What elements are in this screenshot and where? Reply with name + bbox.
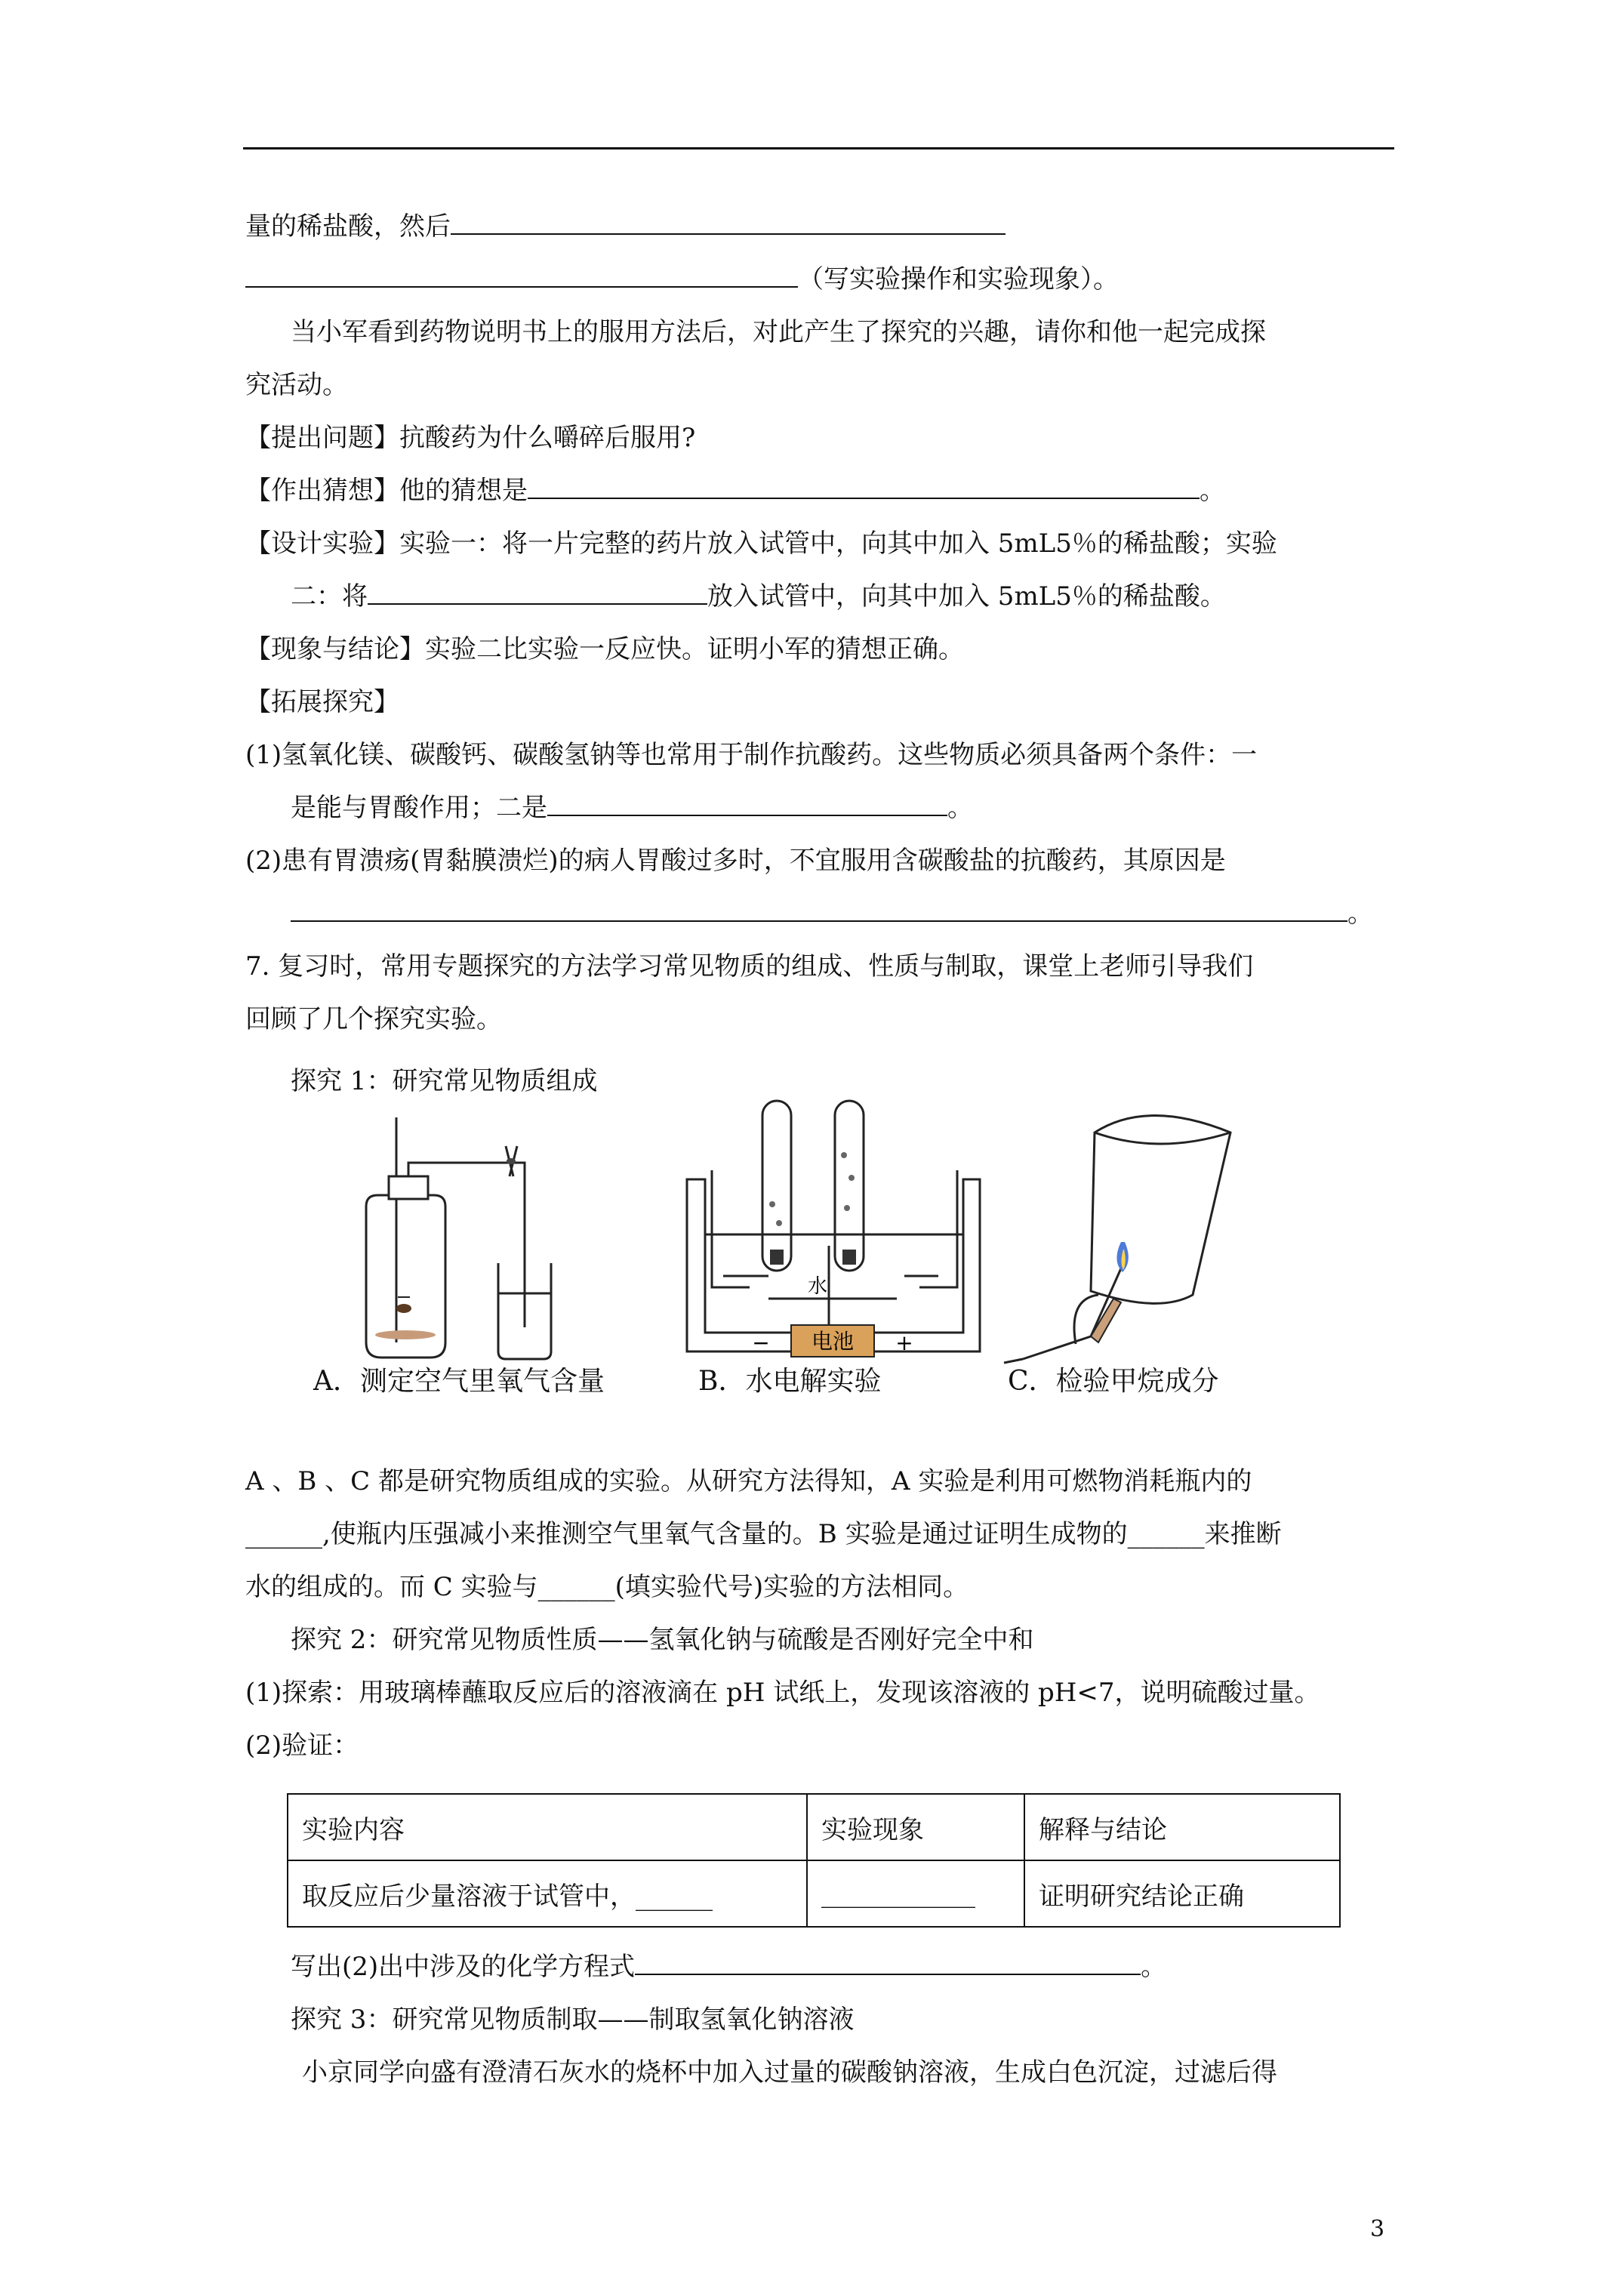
text-line: 是能与胃酸作用；二是 。 (291, 793, 973, 823)
text-line: 【拓展探究】 (245, 687, 399, 717)
answer-blank (245, 264, 798, 288)
text-line: 小京同学向盛有澄清石灰水的烧杯中加入过量的碳酸钠溶液，生成白色沉淀，过滤后得 (302, 2057, 1277, 2088)
text-line: ______,使瓶内压强减小来推测空气里氧气含量的。B 实验是通过证明生成物的______来推断 (245, 1519, 1282, 1549)
text-line: 写出(2)出中涉及的化学方程式 。 (291, 1952, 1167, 1982)
experiment-table (287, 1793, 1341, 1928)
answer-blank (528, 475, 1200, 499)
answer-blank (291, 898, 1347, 922)
figure-c-caption: C．检验甲烷成分 (1008, 1366, 1219, 1397)
figure-b-caption: B．水电解实验 (698, 1366, 882, 1397)
text-line: 量的稀盐酸，然后 (245, 210, 1006, 243)
battery-label: 电池 (811, 1329, 855, 1354)
text-line: 【提出问题】抗酸药为什么嚼碎后服用? (245, 423, 696, 453)
answer-blank (368, 581, 707, 605)
text-line: 探究 1：研究常见物质组成 (291, 1066, 598, 1096)
table-cell: ____________ (807, 1860, 1024, 1927)
text-line: (1)探索：用玻璃棒蘸取反应后的溶液滴在 pH 试纸上，发现该溶液的 pH<7，说明硫酸过量。 (245, 1678, 1320, 1708)
table-header-row (288, 1794, 1340, 1860)
text-line: 【作出猜想】他的猜想是 。 (245, 476, 1225, 506)
plus-label: + (895, 1330, 913, 1355)
figure-a-caption: A．测定空气里氧气含量 (313, 1366, 605, 1397)
table-header-cell: 解释与结论 (1024, 1794, 1340, 1860)
water-label: 水 (807, 1275, 828, 1298)
table-header-cell: 实验内容 (288, 1794, 807, 1860)
text-line: （写实验操作和实验现象）。 (245, 263, 1119, 296)
text-line: A 、B 、C 都是研究物质组成的实验。从研究方法得知，A 实验是利用可燃物消耗瓶内的 (245, 1466, 1252, 1496)
header-rule (243, 147, 1394, 149)
table-row (288, 1860, 1340, 1927)
text-line: 【现象与结论】实验二比实验一反应快。证明小军的猜想正确。 (245, 634, 964, 664)
text-line: 【设计实验】实验一：将一片完整的药片放入试管中，向其中加入 5mL5％的稀盐酸；实验 (245, 529, 1277, 559)
page-number: 3 (1370, 2216, 1385, 2242)
minus-label: − (752, 1330, 770, 1355)
text-line: 水的组成的。而 C 实验与______(填实验代号)实验的方法相同。 (245, 1572, 969, 1602)
text-line: 探究 3：研究常见物质制取——制取氢氧化钠溶液 (291, 2005, 855, 2035)
answer-blank (547, 792, 947, 816)
table-cell: 取反应后少量溶液于试管中，______ (288, 1860, 807, 1927)
text-line: 探究 2：研究常见物质性质——氢氧化钠与硫酸是否刚好完全中和 (291, 1625, 1034, 1655)
text-line: 究活动。 (245, 370, 348, 400)
apparatus-b-figure (678, 1095, 995, 1367)
text-line: 当小军看到药物说明书上的服用方法后，对此产生了探究的兴趣，请你和他一起完成探 (291, 317, 1266, 347)
answer-blank (451, 211, 1006, 235)
text-line: 7. 复习时，常用专题探究的方法学习常见物质的组成、性质与制取，课堂上老师引导我们 (245, 951, 1254, 982)
table-header-cell: 实验现象 (807, 1794, 1024, 1860)
text-line: (2)验证： (245, 1730, 359, 1761)
text-line: 回顾了几个探究实验。 (245, 1004, 502, 1034)
text-line: 。 (291, 897, 1373, 930)
text-line: (1)氢氧化镁、碳酸钙、碳酸氢钠等也常用于制作抗酸药。这些物质必须具备两个条件：一 (245, 740, 1258, 770)
apparatus-a-figure (343, 1116, 713, 1365)
answer-blank (635, 1951, 1141, 1975)
text-line: 二：将 放入试管中，向其中加入 5mL5％的稀盐酸。 (291, 581, 1226, 612)
apparatus-c-figure (1000, 1102, 1287, 1374)
text-line: (2)患有胃溃疡(胃黏膜溃烂)的病人胃酸过多时，不宜服用含碳酸盐的抗酸药，其原因是 (245, 846, 1226, 876)
table-cell: 证明研究结论正确 (1024, 1860, 1340, 1927)
